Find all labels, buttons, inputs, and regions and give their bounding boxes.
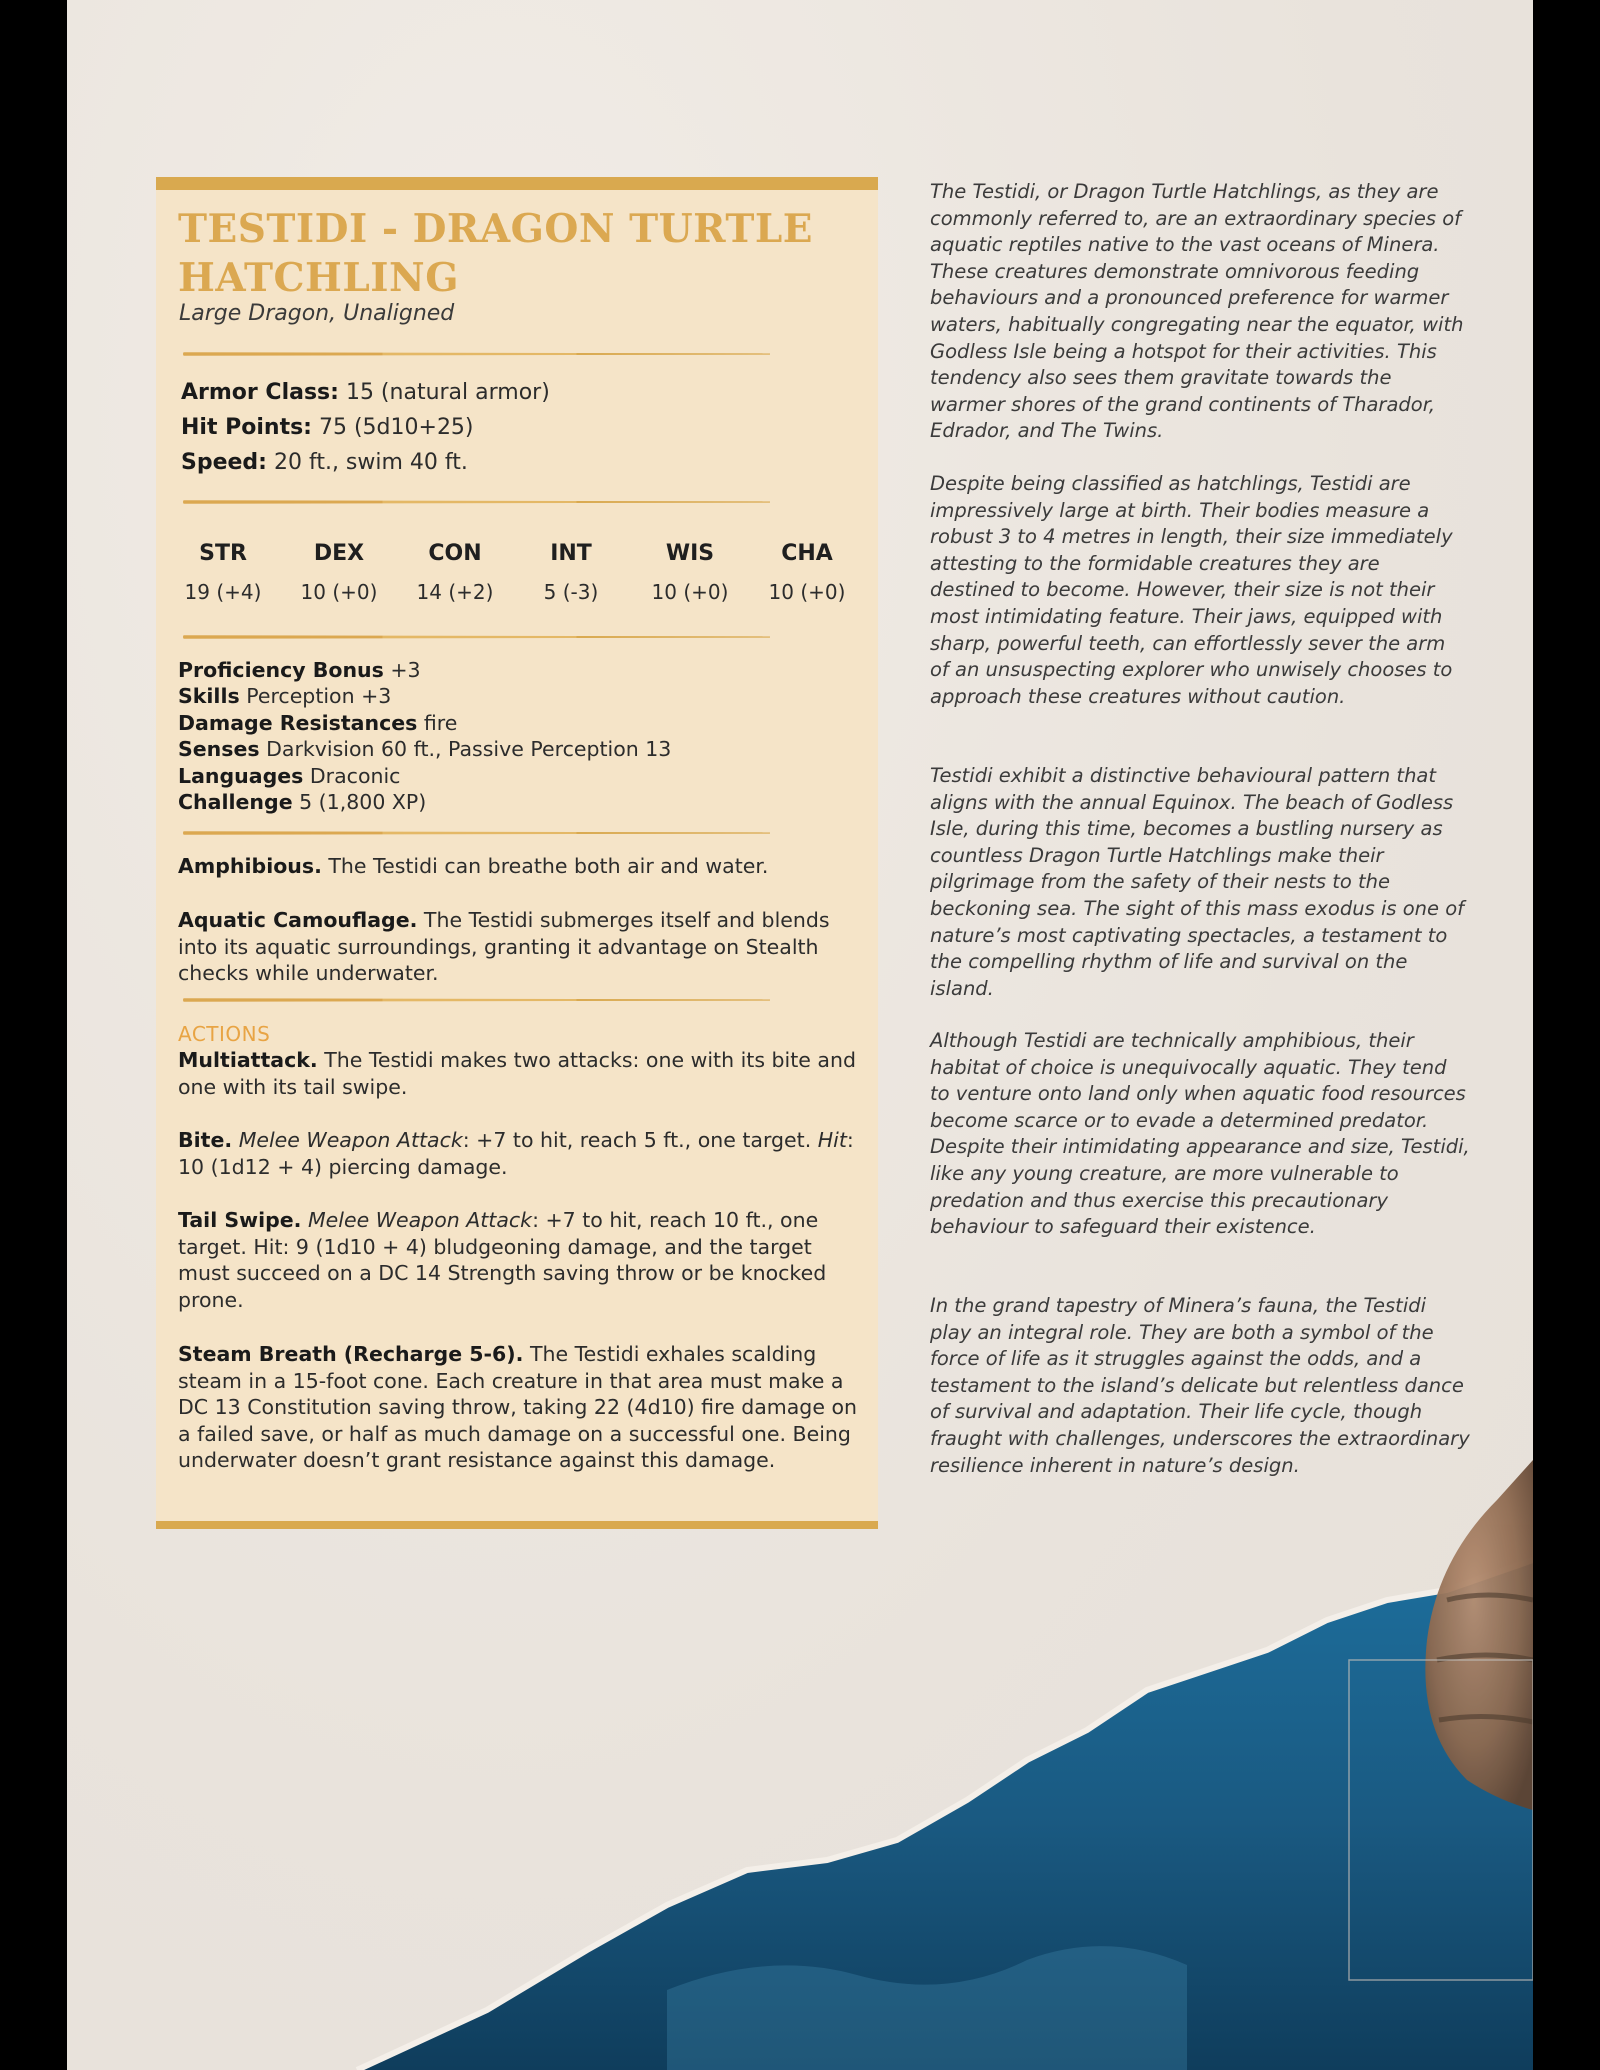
action-steam-breath: Steam Breath (Recharge 5-6). The Testidi exhales scalding steam in a 15-foot cone. Each creature in that area must make a DC 13 Constitution saving throw, taking 22 (4d10) fire damage on a failed save, or half as much damage on a successful one. Being underwater doesn’t grant resistance against this damage.: [178, 1342, 857, 1472]
lore-paragraph: Although Testidi are technically amphibious, their habitat of choice is unequivocally aquatic. They tend to venture onto land only when aquatic food resources become scarce or to evade a determined predator. Despite their intimidating appearance and size, Testidi, like any young creature, are more vulnerable to predation and thus exercise this precautionary behaviour to safeguard their existence.: [930, 1029, 1470, 1239]
actions-heading: ACTIONS: [178, 1022, 271, 1046]
lore-paragraph: The Testidi, or Dragon Turtle Hatchlings, as they are commonly referred to, are an extraordinary species of aquatic reptiles native to the vast oceans of Minera. These creatures demonstrate omnivorous feeding behaviours and a pronounced preference for warmer waters, habitually congregating near the equator, with Godless Isle being a hotspot for their activities. This tendency also sees them gravitate towards the warmer shores of the grand continents of Tharador, Edrador, and The Twins.: [930, 180, 1464, 443]
ability-con: CON 14 (+2): [416, 541, 494, 604]
lore-paragraph: Despite being classified as hatchlings, Testidi are impressively large at birth. Their bodies measure a robust 3 to 4 metres in length, their size immediately attesting to the formidable creatures they are destined to become. However, their size is not their most intimidating feature. Their jaws, equipped with sharp, powerful teeth, can effortlessly sever the arm of an unsuspecting explorer who unwisely chooses to approach these creatures without caution.: [930, 472, 1453, 708]
stat-block-bottom-bar: [156, 1521, 878, 1529]
speed: Speed: 20 ft., swim 40 ft.: [181, 450, 468, 475]
challenge: Challenge 5 (1,800 XP): [178, 790, 427, 814]
divider: [183, 997, 770, 1003]
lore-paragraph: Testidi exhibit a distinctive behavioural pattern that aligns with the annual Equinox. The beach of Godless Isle, during this time, becomes a bustling nursery as countless Dragon Turtle Hatchlings make their pilgrimage from the safety of their nests to the beckoning sea. The sight of this mass exodus is one of nature’s most captivating spectacles, a testament to the compelling rhythm of life and survival on the island.: [930, 764, 1465, 1000]
proficiency-bonus: Proficiency Bonus +3: [178, 658, 421, 682]
stat-block-top-bar: [156, 177, 878, 190]
senses: Senses Darkvision 60 ft., Passive Perception 13: [178, 737, 672, 761]
action-multiattack: Multiattack. The Testidi makes two attacks: one with its bite and one with its tail swipe.: [178, 1048, 856, 1099]
stat-block: [156, 177, 878, 1529]
action-tail-swipe: Tail Swipe. Melee Weapon Attack: +7 to hit, reach 10 ft., one target. Hit: 9 (1d10 + 4) bludgeoning damage, and the target must succeed on a DC 14 Strength saving throw or be knocked prone.: [178, 1208, 827, 1312]
armor-class: Armor Class: 15 (natural armor): [181, 380, 550, 405]
page: [67, 0, 1533, 2070]
ability-str: STR 19 (+4): [184, 541, 262, 604]
lore-paragraph: In the grand tapestry of Minera’s fauna, the Testidi play an integral role. They are both a symbol of the force of life as it struggles against the odds, and a testament to the island’s delicate but relentless dance of survival and adaptation. Their life cycle, though fraught with challenges, underscores the extraordinary resilience inherent in nature’s design.: [930, 1294, 1470, 1477]
divider: [183, 499, 770, 505]
action-bite: Bite. Melee Weapon Attack: +7 to hit, reach 5 ft., one target. Hit: 10 (1d12 + 4) piercing damage.: [178, 1128, 854, 1179]
skills: Skills Perception +3: [178, 684, 392, 708]
divider: [183, 830, 770, 836]
monster-type: Large Dragon, Unaligned: [179, 301, 455, 326]
ability-int: INT 5 (-3): [543, 541, 599, 604]
ability-dex: DEX 10 (+0): [300, 541, 378, 604]
languages: Languages Draconic: [178, 764, 401, 788]
monster-title: TESTIDI - DRAGON TURTLE HATCHLING: [178, 206, 814, 301]
ability-cha: CHA 10 (+0): [768, 541, 846, 604]
hit-points: Hit Points: 75 (5d10+25): [181, 415, 474, 440]
divider: [183, 351, 770, 357]
trait-amphibious: Amphibious. The Testidi can breathe both air and water.: [178, 854, 769, 878]
ability-wis: WIS 10 (+0): [651, 541, 729, 604]
divider: [183, 634, 770, 640]
damage-resistances: Damage Resistances fire: [178, 711, 458, 735]
trait-aquatic-camouflage: Aquatic Camouflage. The Testidi submerges itself and blends into its aquatic surroundings, granting it advantage on Stealth checks while underwater.: [178, 908, 830, 985]
